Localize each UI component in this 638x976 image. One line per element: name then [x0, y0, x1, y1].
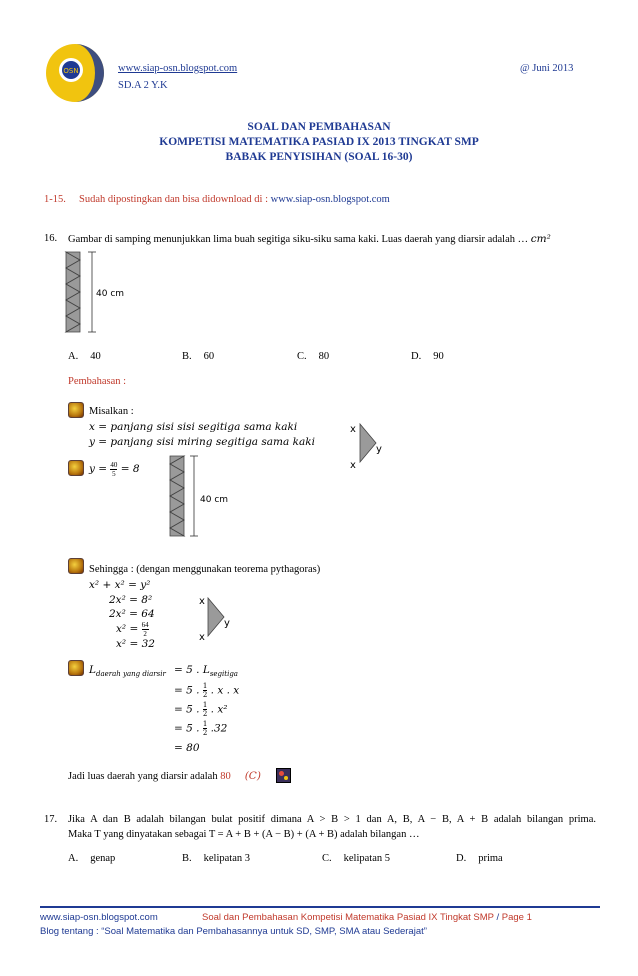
note-link[interactable]: www.siap-osn.blogspot.com [270, 194, 390, 205]
q16-unit: cm² [530, 233, 551, 245]
bullet-icon [68, 660, 84, 676]
q16-option-d[interactable]: D. 90 [411, 351, 444, 362]
footer-website-link[interactable]: www.siap-osn.blogspot.com [40, 912, 158, 923]
q16-figure-label: 40 cm [96, 289, 125, 299]
note-text: Sudah dipostingkan dan bisa didownload di : [79, 194, 271, 205]
q16-def-x: x = panjang sisi sisi segitiga sama kaki [89, 421, 298, 433]
q16-step-1: x² + x² = y² [89, 579, 151, 591]
end-mark-icon [276, 768, 291, 783]
header-website-link[interactable]: www.siap-osn.blogspot.com [118, 63, 238, 74]
q16-triangle-diagram-2 [196, 590, 246, 642]
footer-page: Page 1 [501, 912, 532, 923]
header-date: @ Juni 2013 [520, 63, 574, 74]
bullet-icon [68, 558, 84, 574]
q16-number: 16. [44, 233, 58, 244]
q16-option-a[interactable]: A. 40 [68, 351, 101, 362]
q16-area-eq-3: = 5 . $\frac{1}{2}$ . x² [174, 701, 228, 718]
q16-answer-value: 80 [220, 771, 231, 782]
q16-text-line [68, 233, 551, 245]
q16-figure-2-label: 40 cm [200, 495, 229, 505]
q16-triangle-diagram [346, 418, 396, 470]
q16-figure-2 [170, 456, 260, 548]
svg-text:x: x [199, 632, 205, 643]
bullet-icon [68, 402, 84, 418]
q16-option-b[interactable]: B. 60 [182, 351, 215, 362]
q17-number: 17. [44, 814, 58, 825]
bullet-icon [68, 460, 84, 476]
q16-misalkan: Misalkan : [89, 406, 134, 417]
q17-option-d[interactable]: D. prima [456, 853, 503, 864]
title-line-3: BABAK PENYISIHAN (SOAL 16-30) [225, 151, 413, 163]
svg-text:y: y [376, 444, 382, 455]
footer-title: Soal dan Pembahasan Kompetisi Matematika Pasiad IX Tingkat SMP [202, 912, 494, 923]
title-line-1: SOAL DAN PEMBAHASAN [247, 121, 391, 133]
q16-step-2: 2x² = 8² [109, 594, 153, 606]
q16-pembahasan-label: Pembahasan : [68, 376, 127, 387]
svg-text:x: x [350, 460, 356, 471]
q16-area-eq-4: = 5 . $\frac{1}{2}$ .32 [174, 720, 228, 737]
footer-line-1 [40, 912, 158, 923]
q16-sehingga: Sehingga : (dengan menggunakan teorema pythagoras) [89, 564, 321, 575]
q16-y-equation: y = $\frac{40}{5}$ = 8 [89, 461, 140, 478]
q17-option-c[interactable]: C. kelipatan 5 [322, 853, 390, 864]
q16-answer-letter: (C) [244, 770, 261, 782]
q16-area-eq-2: = 5 . $\frac{1}{2}$ . x . x [174, 682, 240, 699]
svg-text:y: y [224, 618, 230, 629]
q16-step-5: x² = 32 [116, 638, 155, 650]
footer-separator: / [496, 912, 500, 923]
osn-logo [44, 42, 106, 104]
footer-blog-line: Blog tentang : “Soal Matematika dan Pembahasannya untuk SD, SMP, SMA atau Sederajat” [40, 926, 427, 937]
svg-text:x: x [199, 596, 205, 607]
q17-option-a[interactable]: A. genap [68, 853, 116, 864]
q16-conclusion: Jadi luas daerah yang diarsir adalah 80 (C) [68, 770, 261, 782]
svg-text:OSN: OSN [63, 67, 79, 75]
header-class-label: SD.A 2 Y.K [118, 80, 168, 91]
q17-line-2: Maka T yang dinyatakan sebagai T = A + B + (A − B) + (A + B) adalah bilangan … [68, 829, 420, 840]
q16-area-eq-5: = 80 [174, 742, 200, 754]
note-line [79, 194, 390, 205]
q16-step-4: x² = $\frac{64}{2}$ [116, 621, 149, 638]
q16-option-c[interactable]: C. 80 [297, 351, 330, 362]
q16-area-eq-1: = 5 . $L_{segitiga}$ [174, 664, 238, 679]
q16-step-3: 2x² = 64 [109, 608, 155, 620]
title-line-2: KOMPETISI MATEMATIKA PASIAD IX 2013 TINGKAT SMP [159, 136, 479, 148]
q16-area-lhs: $L_{daerah yang diarsir}$ [89, 664, 166, 679]
q16-text: Gambar di samping menunjukkan lima buah segitiga siku-siku sama kaki. Luas daerah yang diarsir adalah … [68, 234, 531, 245]
svg-text:x: x [350, 424, 356, 435]
note-number: 1-15. [44, 194, 66, 205]
footer-title-line [202, 912, 532, 923]
footer-divider [40, 906, 600, 908]
q16-def-y: y = panjang sisi miring segitiga sama kaki [89, 436, 315, 448]
q17-option-b[interactable]: B. kelipatan 3 [182, 853, 250, 864]
q16-figure [66, 252, 156, 342]
q17-line-1: Jika A dan B adalah bilangan bulat positif dimana A > B > 1 dan A, B, A − B, A + B adalah bilangan prima. [68, 814, 596, 825]
